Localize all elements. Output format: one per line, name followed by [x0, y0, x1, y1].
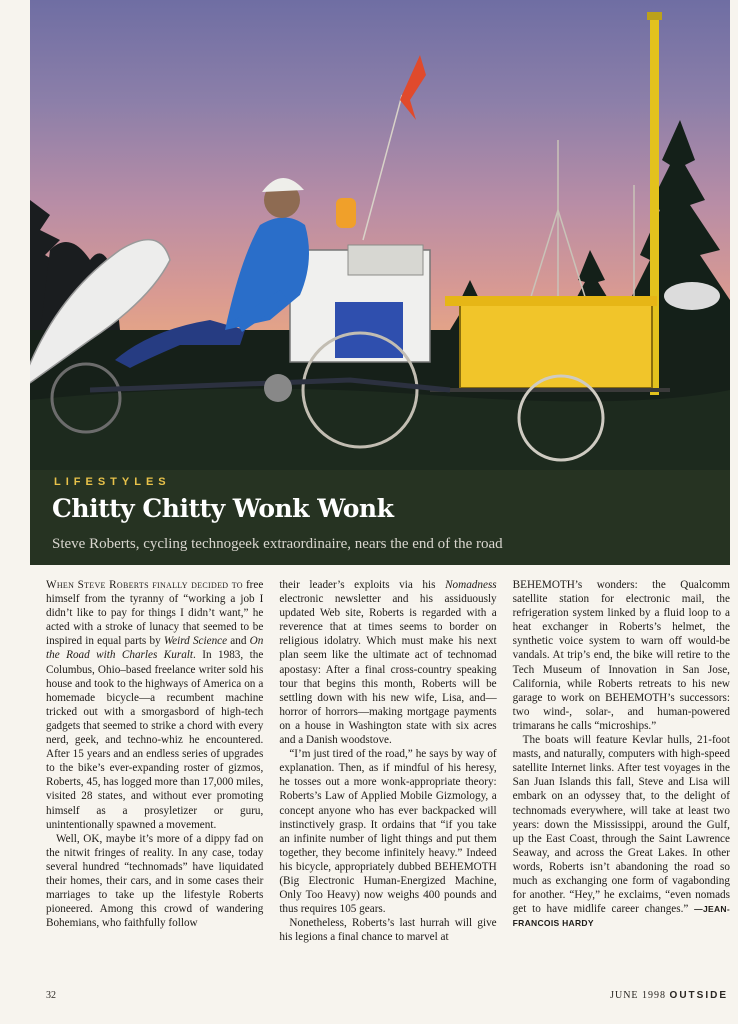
headline: Chitty Chitty Wonk Wonk — [52, 494, 394, 523]
orange-light — [336, 198, 356, 228]
paragraph: The boats will feature Kevlar hulls, 21-foot masts, and naturally, computers with high-speed satellite Internet links. After test voyages in the San Juan Islands this fall, Steve and Lisa will embark on an odyssey that, to the delight of technomads everywhere, will take at least two years: down the Mississippi, around the Gulf, up the East Coast, through the Saint Lawrence Seaway, and across the Great Lakes. In other words, Roberts isn’t abandoning the road so much as exchanging one form of vagabonding for another. “Hey,” he exclaims, “even nomads get to have midlife career changes.” —JEAN-FRANCOIS HARDY — [512, 734, 730, 929]
rider-helmet — [262, 178, 304, 192]
drop-lead: When Steve Roberts finally decided to — [46, 579, 243, 591]
paragraph: their leader’s exploits via his Nomadness electronic newsletter and his assiduously updated Web site, Roberts is regarded with a reverence that at times seems to border on religious idolatry. Which must make his next plan seem like the ultimate act of technomad apostasy: After a final cross-country speaking tour that begins this month, Roberts will be settling down with his new wife, Lisa, and—horror of horrors—making mortgage payments on a house in Washington state with six acres and a Danish woodstove. — [279, 579, 497, 747]
article-body — [46, 578, 730, 978]
paragraph: Well, OK, maybe it’s more of a dippy fad on the nitwit fringes of reality. In any case, today several hundred “technomads” have liquidated their homes, their cars, and in some cases their marriages to take up the lifestyle Roberts pioneered. Among this crowd of wandering Bohemians, who faithfully follow — [46, 832, 264, 930]
byline: —JEAN-FRANCOIS HARDY — [512, 904, 730, 929]
section-label: LIFESTYLES — [54, 476, 171, 488]
satellite-dome — [664, 282, 720, 310]
paragraph: Nonetheless, Roberts’s last hurrah will give his legions a final chance to marvel at — [279, 917, 497, 944]
italic-title: Nomadness — [445, 579, 497, 591]
paragraph: When Steve Roberts finally decided to free himself from the tyranny of “working a job I didn’t like to pay for things I didn’t want,” he acted with a stroke of lunacy that seemed to be inspired in equal parts by Weird Science and On the Road with Charles Kuralt. In 1983, the Columbus, Ohio–based freelance writer sold his house and took to the highways of America on a homemade bicycle—a recumbent machine tricked out with a smorgasbord of high-tech gadgets that seemed to strike a chord with every nerd, geek, and techno-whiz he encountered. After 15 years and an endless series of upgrades to the bike’s ever-expanding roster of gizmos, Roberts, 45, has logged more than 17,000 miles, visited 28 states, and without ever promoting himself as a prosyletizer or guru, unintentionally spawned a movement. — [46, 579, 264, 831]
page-number: 32 — [46, 990, 56, 1001]
italic-title: On the Road with Charles Kuralt — [46, 635, 264, 662]
hero-photo — [30, 0, 730, 565]
paragraph: “I’m just tired of the road,” he says by way of explanation. Then, as if mindful of his heresy, he tosses out a more wonk-appropriate theory: Roberts’s Law of Applied Mobile Gizmology, a concept anyone who has ever backpacked will instinctively grasp. It ordains that “if you take an infinite number of light things and put them together, they become infinitely heavy.” Indeed his bicycle, appropriately dubbed BEHEMOTH (Big Electronic Human-Energized Machine, Only Too Heavy) now weighs 400 pounds and thus requires 105 gears. — [279, 748, 497, 916]
deck: Steve Roberts, cycling technogeek extraordinaire, nears the end of the road — [52, 536, 503, 552]
italic-title: Weird Science — [163, 635, 228, 648]
column-1 — [46, 578, 263, 978]
magazine-name: OUTSIDE — [669, 990, 728, 1001]
column-2 — [279, 578, 496, 978]
issue-folio — [610, 990, 728, 1001]
paragraph: BEHEMOTH’s wonders: the Qualcomm satellite station for electronic mail, the refrigeration system linked by a fluid loop to a heat exchanger in Roberts’s helmet, the synthetic voice system to warn off would-be vandals. At trip’s end, the bike will retire to the Tech Museum of Innovation in San Jose, California, while Roberts retreats to his new garage to work on BEHEMOTH’s successors: two wind-, solar-, and human-powered trimarans he calls “microships.” — [512, 579, 730, 732]
blue-pouch — [335, 302, 403, 358]
column-3 — [513, 578, 730, 978]
issue-date: JUNE 1998 — [610, 990, 667, 1001]
flag — [400, 55, 426, 120]
